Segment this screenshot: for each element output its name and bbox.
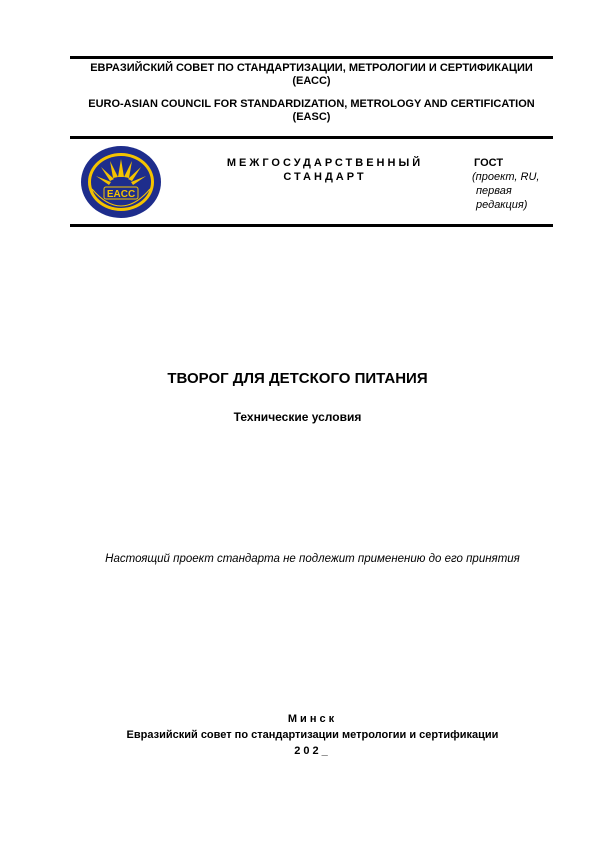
council-name-en: [70, 98, 553, 124]
bottom-rule: [70, 224, 553, 227]
easc-emblem-icon: [80, 145, 162, 219]
middle-rule: [70, 136, 553, 139]
council-abbr-en: (EASC): [292, 111, 331, 123]
publisher-name: Евразийский совет по стандартизации метрологии и сертификации: [126, 729, 499, 741]
council-abbr-ru: (ЕАСС): [292, 75, 331, 87]
draft-status-line3: редакция): [476, 199, 528, 211]
top-rule: [70, 56, 553, 59]
emblem-abbr-text: EACC: [106, 189, 136, 200]
council-name-ru-text: ЕВРАЗИЙСКИЙ СОВЕТ ПО СТАНДАРТИЗАЦИИ, МЕТРОЛОГИИ И СЕРТИФИКАЦИИ: [90, 62, 533, 74]
council-name-en-text: EURO-ASIAN COUNCIL FOR STANDARDIZATION, METROLOGY AND CERTIFICATION: [88, 98, 535, 110]
draft-status-line2: первая: [476, 185, 512, 197]
draft-status-line1: (проект, RU,: [472, 171, 540, 183]
publication-city: Минск: [287, 713, 338, 725]
document-subtitle: Технические условия: [233, 410, 362, 424]
draft-status: [472, 170, 552, 212]
council-name-ru: [70, 62, 553, 88]
draft-notice: Настоящий проект стандарта не подлежит применению до его принятия: [105, 553, 520, 565]
standard-kind-line1: МЕЖГОСУДАРСТВЕННЫЙ: [226, 157, 424, 169]
standard-code: ГОСТ: [474, 157, 504, 169]
publication-year: 202_: [294, 745, 331, 757]
document-title: ТВОРОГ ДЛЯ ДЕТСКОГО ПИТАНИЯ: [167, 370, 428, 387]
standard-kind-line2: СТАНДАРТ: [283, 171, 367, 183]
